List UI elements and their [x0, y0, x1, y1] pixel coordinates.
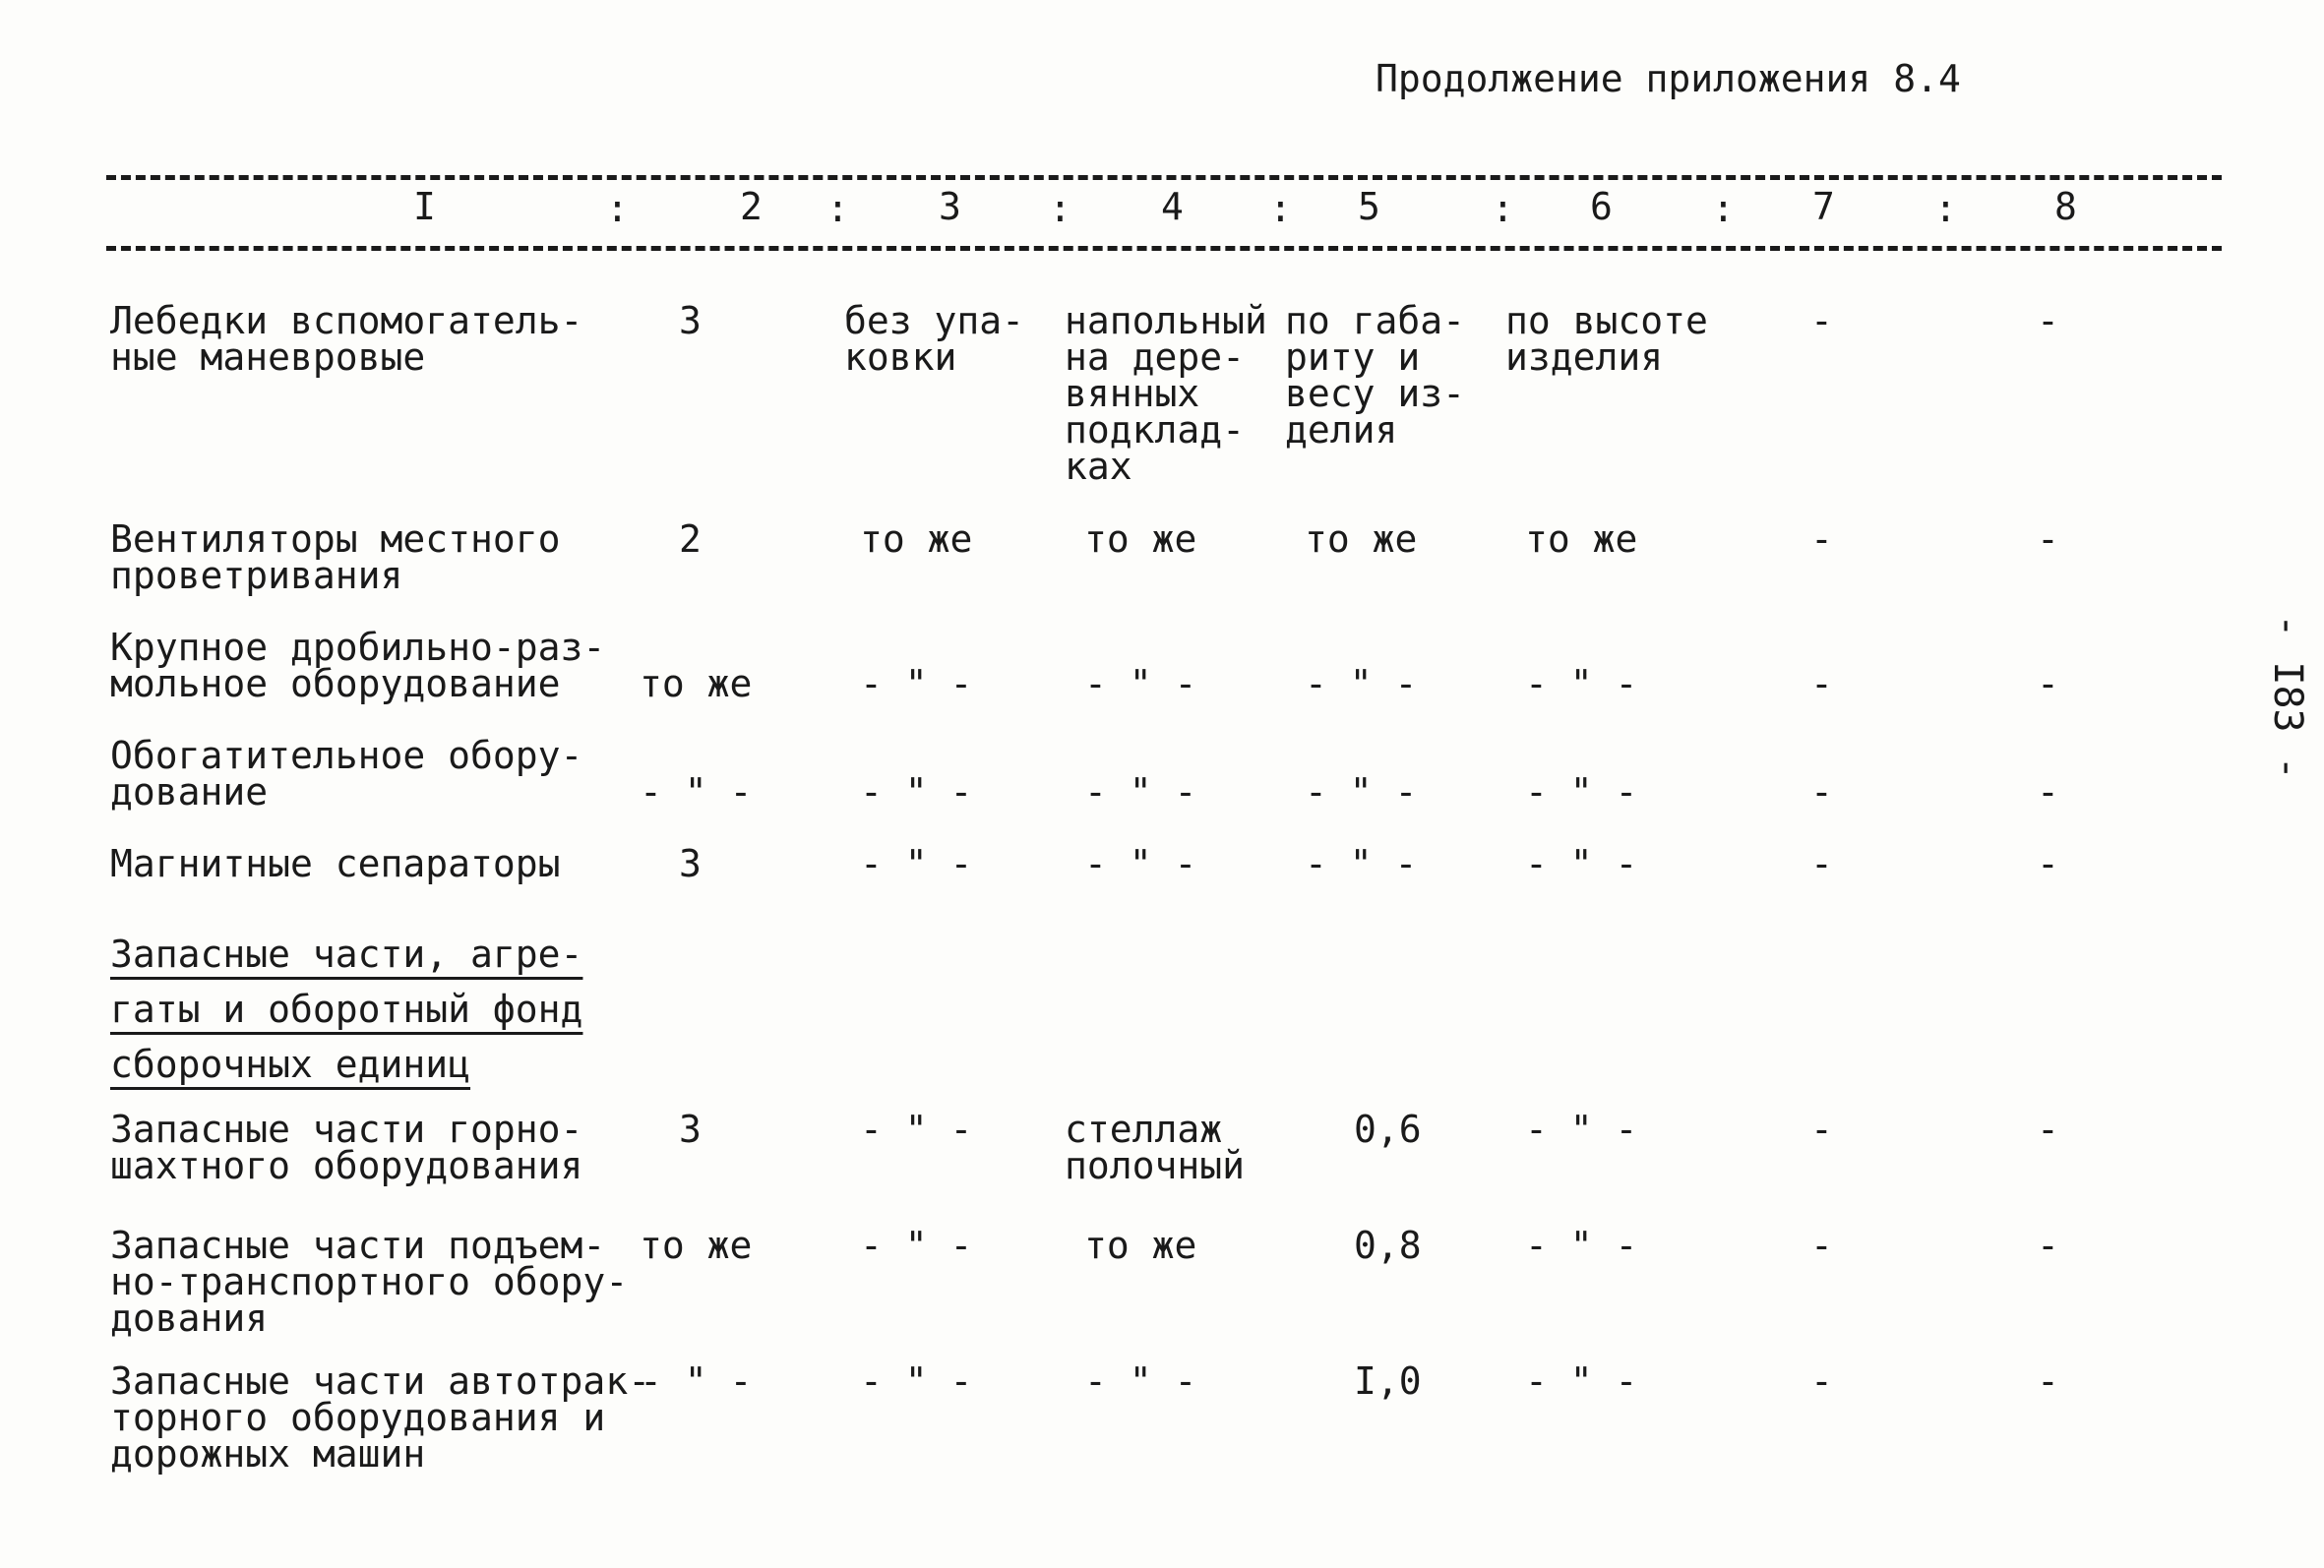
- cell-col-3: - " -: [860, 1359, 973, 1403]
- cell-col-5: по габа- риту и весу из- делия: [1285, 299, 1466, 452]
- col-separator: :: [1712, 187, 1735, 230]
- cell-col-7: -: [1810, 1108, 1833, 1151]
- section-heading-line: Запасные части, агре-: [110, 933, 583, 976]
- col-separator: :: [1049, 187, 1071, 230]
- cell-col-5: - " -: [1305, 770, 1418, 814]
- cell-col-2: то же: [640, 1224, 753, 1267]
- cell-col-7: -: [1810, 1224, 1833, 1267]
- col-header-1: I: [413, 185, 436, 228]
- cell-col-8: -: [2037, 842, 2059, 885]
- cell-col-3: - " -: [860, 662, 973, 705]
- table-header-top-rule: [106, 175, 2222, 180]
- cell-col-5: - " -: [1305, 842, 1418, 885]
- cell-col-7: -: [1810, 1359, 1833, 1403]
- cell-col-5: 0,8: [1354, 1224, 1422, 1267]
- cell-col-4: - " -: [1084, 662, 1197, 705]
- cell-col-6: - " -: [1525, 1224, 1638, 1267]
- cell-col-4: - " -: [1084, 1359, 1197, 1403]
- row-item-name: Вентиляторы местного проветривания: [110, 517, 561, 597]
- cell-col-5: 0,6: [1354, 1108, 1422, 1151]
- cell-col-4: стеллаж полочный: [1065, 1108, 1246, 1187]
- continuation-title: Продолжение приложения 8.4: [1376, 57, 1961, 100]
- cell-col-8: -: [2037, 299, 2059, 342]
- cell-col-2: - " -: [640, 770, 753, 814]
- cell-col-6: по высоте изделия: [1505, 299, 1708, 379]
- cell-col-5: - " -: [1305, 662, 1418, 705]
- cell-col-6: - " -: [1525, 770, 1638, 814]
- col-separator: :: [1492, 187, 1514, 230]
- cell-col-7: -: [1810, 662, 1833, 705]
- cell-col-8: -: [2037, 770, 2059, 814]
- cell-col-7: -: [1810, 770, 1833, 814]
- cell-col-6: - " -: [1525, 842, 1638, 885]
- cell-col-6: то же: [1525, 517, 1638, 561]
- cell-col-4: напольный на дере- вянных подклад- ках: [1065, 299, 1267, 488]
- cell-col-3: - " -: [860, 842, 973, 885]
- cell-col-4: то же: [1084, 517, 1197, 561]
- table-header-bottom-rule: [106, 246, 2222, 251]
- col-separator: :: [826, 187, 849, 230]
- cell-col-7: -: [1810, 517, 1833, 561]
- cell-col-5: то же: [1305, 517, 1418, 561]
- cell-col-4: то же: [1084, 1224, 1197, 1267]
- section-heading-line: сборочных единиц: [110, 1043, 471, 1086]
- cell-col-3: - " -: [860, 1224, 973, 1267]
- row-item-name: Лебедки вспомогатель- ные маневровые: [110, 299, 583, 379]
- cell-col-4: - " -: [1084, 770, 1197, 814]
- row-item-name: Крупное дробильно-раз- мольное оборудование: [110, 626, 606, 705]
- row-item-name: Запасные части подъем- но-транспортного обору- дования: [110, 1224, 629, 1340]
- page-number: - I83 -: [2264, 614, 2310, 780]
- col-separator: :: [1269, 187, 1292, 230]
- cell-col-5: I,0: [1354, 1359, 1422, 1403]
- cell-col-3: то же: [860, 517, 973, 561]
- cell-col-7: -: [1810, 842, 1833, 885]
- cell-col-2: 2: [679, 517, 702, 561]
- cell-col-3: без упа- ковки: [844, 299, 1025, 379]
- row-item-name: Обогатительное обору- дование: [110, 734, 583, 814]
- cell-col-8: -: [2037, 1108, 2059, 1151]
- cell-col-2: 3: [679, 299, 702, 342]
- cell-col-4: - " -: [1084, 842, 1197, 885]
- col-header-7: 7: [1812, 185, 1835, 228]
- cell-col-8: -: [2037, 662, 2059, 705]
- col-header-8: 8: [2054, 185, 2077, 228]
- cell-col-7: -: [1810, 299, 1833, 342]
- cell-col-2: 3: [679, 842, 702, 885]
- col-separator: :: [1934, 187, 1957, 230]
- cell-col-8: -: [2037, 1359, 2059, 1403]
- cell-col-8: -: [2037, 1224, 2059, 1267]
- cell-col-2: 3: [679, 1108, 702, 1151]
- row-item-name: Запасные части автотрак- торного оборудования и дорожных машин: [110, 1359, 651, 1476]
- col-header-5: 5: [1358, 185, 1380, 228]
- row-item-name: Магнитные сепараторы: [110, 842, 561, 885]
- cell-col-3: - " -: [860, 770, 973, 814]
- cell-col-3: - " -: [860, 1108, 973, 1151]
- col-header-6: 6: [1590, 185, 1613, 228]
- col-separator: :: [606, 187, 629, 230]
- cell-col-8: -: [2037, 517, 2059, 561]
- cell-col-2: то же: [640, 662, 753, 705]
- col-header-4: 4: [1161, 185, 1184, 228]
- cell-col-6: - " -: [1525, 1359, 1638, 1403]
- section-heading: [110, 927, 582, 1092]
- col-header-2: 2: [740, 185, 763, 228]
- cell-col-2: - " -: [640, 1359, 753, 1403]
- col-header-3: 3: [939, 185, 961, 228]
- row-item-name: Запасные части горно- шахтного оборудования: [110, 1108, 583, 1187]
- section-heading-line: гаты и оборотный фонд: [110, 988, 583, 1031]
- cell-col-6: - " -: [1525, 662, 1638, 705]
- cell-col-6: - " -: [1525, 1108, 1638, 1151]
